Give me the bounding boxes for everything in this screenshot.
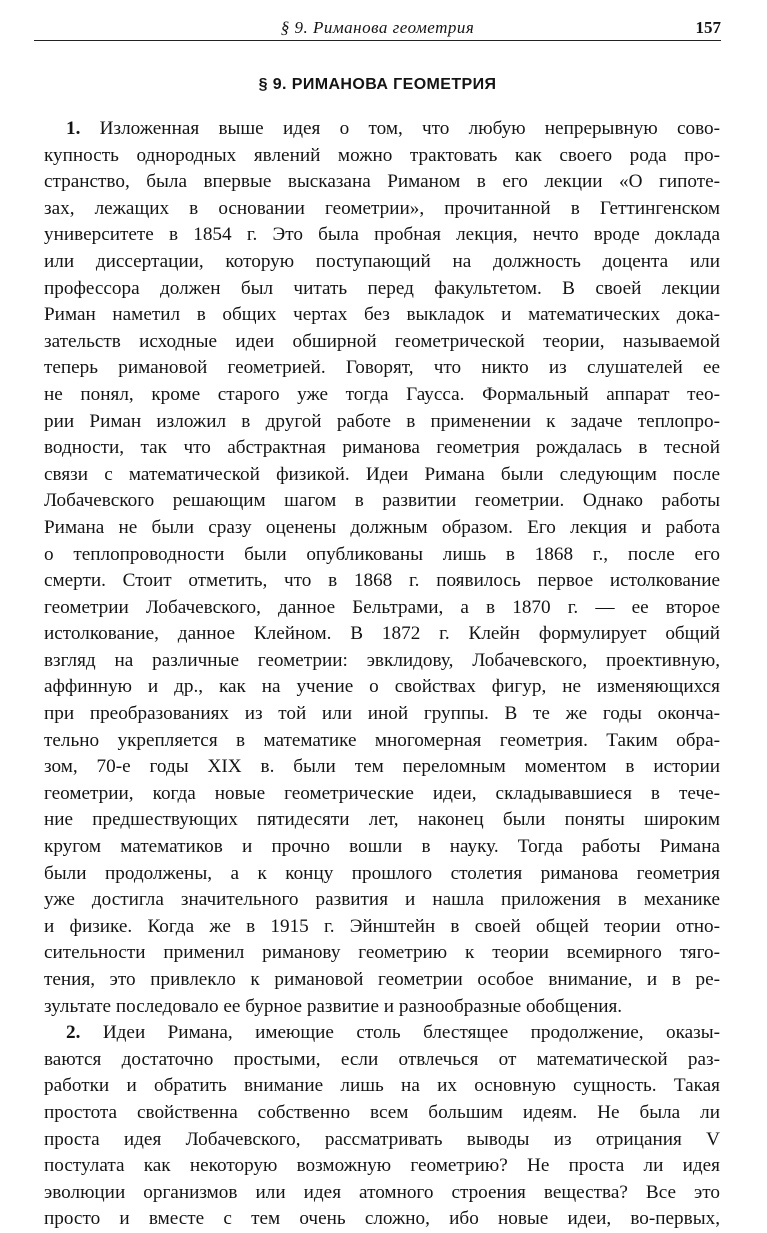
line-text: просто и вместе с тем очень сложно, ибо новые идеи, во-первых, <box>44 1208 720 1230</box>
line-text: кругом математиков и прочно вошли в науку. Тогда работы Римана <box>44 836 720 858</box>
line-text: зах, лежащих в основании геометрии», прочитанной в Геттингенском <box>44 197 720 219</box>
running-title: § 9. Риманова геометрия <box>280 18 475 37</box>
text-line <box>44 302 720 329</box>
text-line <box>44 994 720 1021</box>
text-line <box>44 355 720 382</box>
text-line <box>44 674 720 701</box>
text-line <box>44 834 720 861</box>
text-line <box>44 1020 720 1047</box>
line-text: при преобразованиях из той или иной группы. В те же годы оконча- <box>44 703 720 725</box>
line-text: аффинную и др., как на учение о свойствах фигур, не изменяющихся <box>44 676 720 698</box>
paragraph-number: 2. <box>66 1022 81 1044</box>
line-text: зательств исходные идеи обширной геометрической теории, называемой <box>44 330 720 352</box>
text-line <box>44 1073 720 1100</box>
text-line <box>44 1180 720 1207</box>
text-line <box>44 249 720 276</box>
line-text: смерти. Стоит отметить, что в 1868 г. появилось первое истолкование <box>44 570 720 592</box>
line-text: странство, была впервые высказана Риманом в его лекции «О гипоте- <box>44 171 720 193</box>
text-line <box>44 728 720 755</box>
text-line <box>44 1127 720 1154</box>
line-text: взгляд на различные геометрии: эвклидову, Лобачевского, проективную, <box>44 649 720 671</box>
text-line <box>44 1100 720 1127</box>
text-line <box>44 781 720 808</box>
line-text: купность однородных явлений можно трактовать как своего рода про- <box>44 144 720 166</box>
text-line <box>44 329 720 356</box>
text-line <box>44 621 720 648</box>
text-line <box>44 967 720 994</box>
text-line <box>44 196 720 223</box>
line-text: тельно укрепляется в математике многомерная геометрия. Таким обра- <box>44 729 720 751</box>
text-line <box>44 754 720 781</box>
line-text: геометрии, когда новые геометрические идеи, складывавшиеся в тече- <box>44 782 720 804</box>
text-line <box>44 488 720 515</box>
text-line <box>44 595 720 622</box>
line-text: постулата как некоторую возможную геометрию? Не проста ли идея <box>44 1155 720 1177</box>
text-line <box>44 276 720 303</box>
text-line <box>44 1153 720 1180</box>
line-text: были продолжены, а к концу прошлого столетия риманова геометрия <box>44 862 720 884</box>
line-text: тения, это привлекло к римановой геометрии особое внимание, и в ре- <box>44 969 720 990</box>
page-number: 157 <box>695 18 721 37</box>
line-text: Римана не были сразу оценены должным образом. Его лекция и работа <box>44 516 720 538</box>
line-text: зом, 70-е годы XIX в. были тем переломным моментом в истории <box>44 756 720 778</box>
line-text: профессора должен был читать перед факультетом. В своей лекции <box>44 277 720 299</box>
text-line <box>44 169 720 196</box>
line-text: работки и обратить внимание лишь на их основную сущность. Такая <box>44 1075 720 1097</box>
line-text: сительности применил риманову геометрию к теории всемирного тяго- <box>44 942 720 964</box>
line-text: водности, так что абстрактная риманова геометрия рождалась в тесной <box>44 437 720 459</box>
running-header <box>34 16 721 41</box>
line-text: или диссертации, которую поступающий на должность доцента или <box>44 250 720 272</box>
line-text: теперь римановой геометрией. Говорят, что никто из слушателей ее <box>44 357 720 379</box>
text-line <box>44 1206 720 1233</box>
text-line <box>44 222 720 249</box>
line-text: истолкование, данное Клейном. В 1872 г. Клейн формулирует общий <box>44 623 720 645</box>
line-text: эволюции организмов или идея атомного строения вещества? Все это <box>44 1181 720 1203</box>
line-text: ваются достаточно простыми, если отвлечься от математической раз- <box>44 1048 720 1070</box>
text-line <box>44 807 720 834</box>
line-text: Идеи Римана, имеющие столь блестящее продолжение, оказы- <box>102 1022 720 1044</box>
line-text: о теплопроводности были опубликованы лишь в 1868 г., после его <box>44 543 720 565</box>
section-title: § 9. РИМАНОВА ГЕОМЕТРИЯ <box>258 76 497 93</box>
text-line <box>44 648 720 675</box>
text-line <box>44 435 720 462</box>
text-line <box>44 143 720 170</box>
text-line <box>44 515 720 542</box>
paragraph-number: 1. <box>66 118 81 139</box>
line-text: связи с математической физикой. Идеи Римана были следующим после <box>44 463 720 485</box>
text-line <box>44 914 720 941</box>
text-line <box>44 542 720 569</box>
line-text: Риман наметил в общих чертах без выкладок и математических дока- <box>44 304 720 326</box>
line-text: зультате последовало ее бурное развитие и разнообразные обобщения. <box>44 995 623 1017</box>
line-text: ние предшествующих пятидесяти лет, наконец были поняты широким <box>44 809 720 831</box>
line-text: рии Риман изложил в другой работе в применении к задаче теплопро- <box>44 410 720 432</box>
line-text: уже достигла значительного развития и нашла приложения в механике <box>44 889 720 911</box>
text-line <box>44 1047 720 1074</box>
text-line <box>44 940 720 967</box>
text-line <box>44 462 720 489</box>
line-text: Изложенная выше идея о том, что любую непрерывную сово- <box>99 118 720 139</box>
text-line <box>44 568 720 595</box>
text-line <box>44 701 720 728</box>
text-line <box>44 382 720 409</box>
text-line <box>44 409 720 436</box>
line-text: университете в 1854 г. Это была пробная лекция, нечто вроде доклада <box>44 224 720 246</box>
line-text: и физике. Когда же в 1915 г. Эйнштейн в своей общей теории отно- <box>44 915 720 937</box>
body-text <box>44 116 720 1233</box>
line-text: Лобачевского решающим шагом в развитии геометрии. Однако работы <box>44 490 720 512</box>
line-text: не понял, кроме старого уже тогда Гаусса. Формальный аппарат тео- <box>44 383 720 405</box>
line-text: простота свойственна собственно всем большим идеям. Не была ли <box>44 1101 720 1123</box>
line-text: проста идея Лобачевского, рассматривать выводы из отрицания V <box>44 1128 720 1150</box>
text-line <box>44 887 720 914</box>
line-text: геометрии Лобачевского, данное Бельтрами, а в 1870 г. — ее второе <box>44 596 720 618</box>
text-line <box>44 861 720 888</box>
text-line <box>44 116 720 143</box>
